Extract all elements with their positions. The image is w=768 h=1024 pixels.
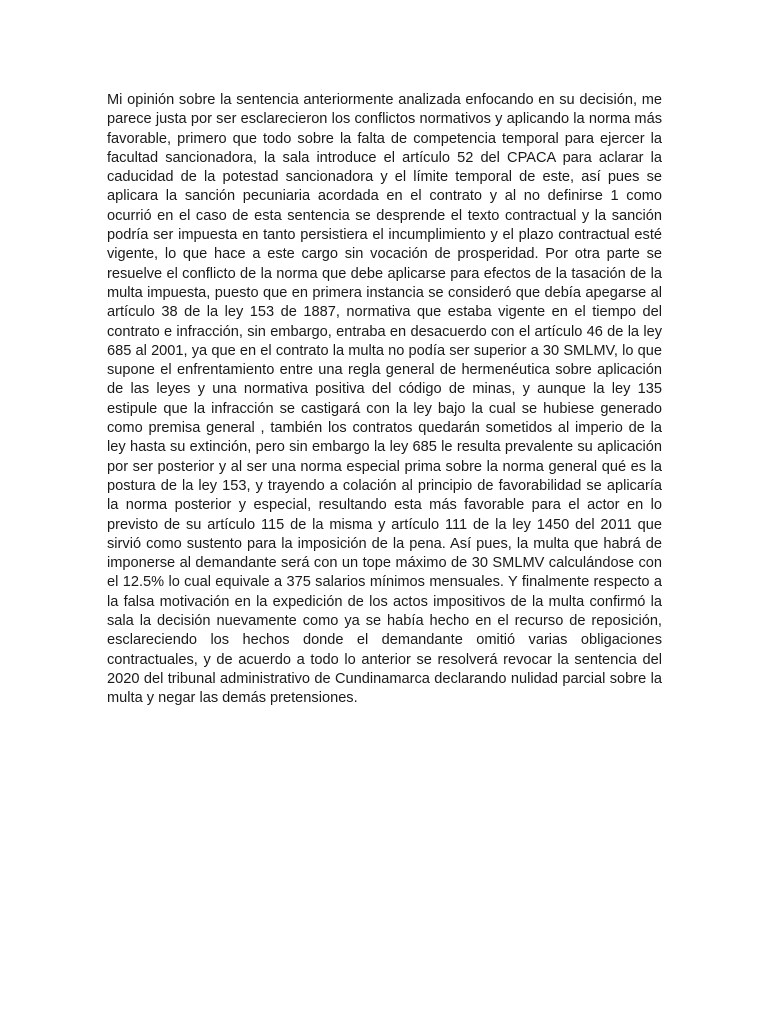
body-paragraph: Mi opinión sobre la sentencia anteriormente analizada enfocando en su decisión, me parece justa por ser esclarecieron los conflictos normativos y aplicando la norma más favorable, primero que todo sobre la falta de competencia temporal para ejercer la facultad sancionadora, la sala introduce el artículo 52 del CPACA para aclarar la caducidad de la potestad sancionadora y el límite temporal de este, así pues se aplicara la sanción pecuniaria acordada en el contrato y al no definirse 1 como ocurrió en el caso de esta sentencia se desprende el texto contractual y la sanción podría ser impuesta en tanto persistiera el incumplimiento y el plazo contractual esté vigente, lo que hace a este cargo sin vocación de prosperidad. Por otra parte se resuelve el conflicto de la norma que debe aplicarse para efectos de la tasación de la multa impuesta, puesto que en primera instancia se consideró que debía apegarse al artículo 38 de la ley 153 de 1887, normativa que estaba vigente en el tiempo del contrato e infracción, sin embargo, entraba en desacuerdo con el artículo 46 de la ley 685 al 2001, ya que en el contrato la multa no podía ser superior a 30 SMLMV, lo que supone el enfrentamiento entre una regla general de hermenéutica sobre aplicación de las leyes y una normativa positiva del código de minas, y aunque la ley 135 estipule que la infracción se castigará con la ley bajo la cual se hubiese generado como premisa general , también los contratos quedarán sometidos al imperio de la ley hasta su extinción, pero sin embargo la ley 685 le resulta prevalente su aplicación por ser posterior y al ser una norma especial prima sobre la norma general qué es la postura de la ley 153, y trayendo a colación al principio de favorabilidad se aplicaría la norma posterior y especial, resultando esta más favorable para el actor en lo previsto de su artículo 115 de la misma y artículo 111 de la ley 1450 del 2011 que sirvió como sustento para la imposición de la pena. Así pues, la multa que habrá de imponerse al demandante será con un tope máximo de 30 SMLMV calculándose con el 12.5% lo cual equivale a 375 salarios mínimos mensuales. Y finalmente respecto a la falsa motivación en la expedición de los actos impositivos de la multa confirmó la sala la decisión nuevamente como ya se había hecho en el recurso de reposición, esclareciendo los hechos donde el demandante omitió varias obligaciones contractuales, y de acuerdo a todo lo anterior se resolverá revocar la sentencia del 2020 del tribunal administrativo de Cundinamarca declarando nulidad parcial sobre la multa y negar las demás pretensiones.: [107, 92, 662, 707]
